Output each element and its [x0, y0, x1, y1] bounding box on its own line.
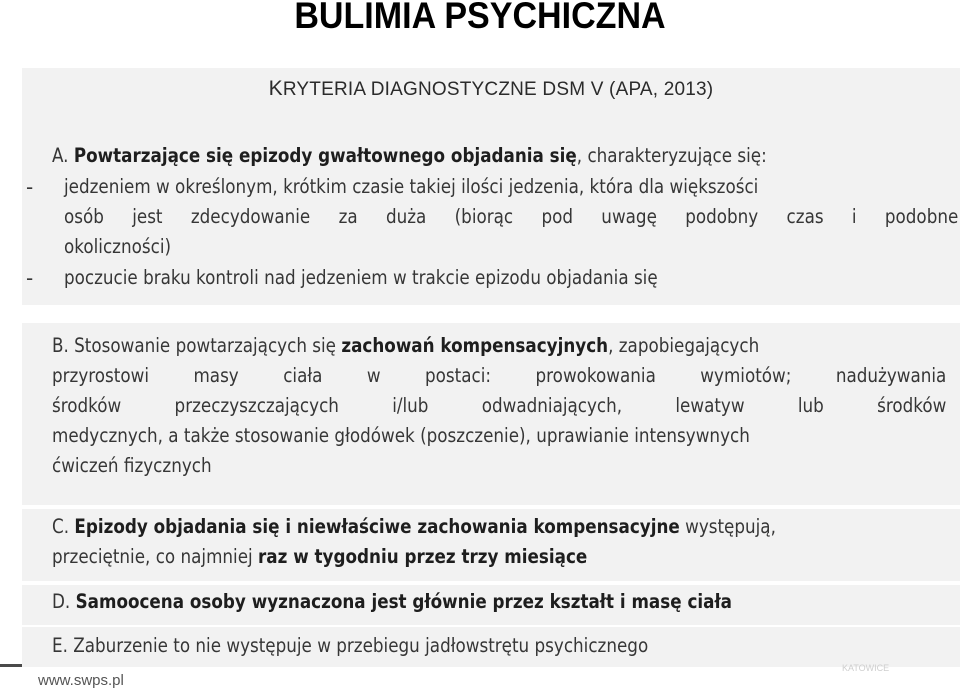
criterion-a-line2-word: osób [64, 205, 104, 228]
criterion-b-end: , zapobiegających [608, 334, 760, 357]
criterion-b-line4: medycznych, a także stosowanie głodówek (poszczenie), uprawianie intensywnych [52, 424, 750, 447]
criterion-a-lead [52, 141, 767, 171]
criterion-b-line3-word: środków [52, 394, 122, 417]
criteria-header-initial: K [268, 77, 283, 100]
criterion-b-line2-word: przyrostowi [52, 364, 150, 387]
criterion-a-line2-word: za [338, 205, 358, 228]
criterion-b-line2-word: ciała [283, 364, 323, 387]
criterion-e-panel [22, 627, 960, 667]
criterion-a-line2-word: podobne [884, 205, 959, 228]
criterion-c-bold: Epizody objadania się i niewłaściwe zachowania kompensacyjne [74, 515, 680, 538]
criterion-b-line2-word: w [366, 364, 381, 387]
criterion-a-bold: Powtarzające się epizody gwałtownego objadania się [73, 144, 577, 167]
criterion-a-letter: A. [52, 144, 74, 167]
footer-faint-text: KATOWICE [842, 664, 890, 673]
criterion-b-line3-word: odwadniających, [481, 394, 623, 417]
criterion-b-line2-word: masy [193, 364, 239, 387]
criterion-a-panel [22, 68, 960, 305]
criterion-b-line3-words [52, 391, 946, 421]
criterion-b-line2-words [52, 361, 946, 391]
criterion-b-start: B. Stosowanie powtarzających się [52, 334, 342, 357]
criterion-a-item1-line2-words [64, 202, 958, 232]
criterion-a-line2-word: (biorąc [454, 205, 514, 228]
criterion-e-line: E. Zaburzenie to nie występuje w przebiegu jadłowstrętu psychicznego [52, 634, 649, 657]
criterion-c-line2-bold: raz w tygodniu przez trzy miesiące [258, 545, 588, 568]
criterion-b-line5: ćwiczeń fizycznych [52, 454, 212, 477]
criterion-b-line2 [52, 361, 946, 391]
criteria-header-rest: RYTERIA DIAGNOSTYCZNE DSM V (APA, 2013) [282, 79, 714, 100]
criterion-b-line3 [52, 391, 946, 421]
criteria-header [22, 77, 960, 101]
criterion-d-letter: D. [52, 590, 76, 613]
criterion-c-line2-start: przeciętnie, co najmniej [52, 545, 259, 568]
footer-rule [0, 664, 22, 667]
criterion-b-line3-word: przeczyszczających [174, 394, 339, 417]
page-title: BULIMIA PSYCHICZNA [294, 0, 666, 36]
criterion-a-line2-word: duża [385, 205, 427, 228]
criterion-d-panel [22, 585, 960, 625]
criterion-a-rest: , charakteryzujące się: [576, 144, 767, 167]
criterion-c-rest: występują, [679, 515, 776, 538]
criterion-b-line2-word: nadużywania [835, 364, 947, 387]
criterion-b-line3-word: lewatyw [675, 394, 745, 417]
criterion-a-item1-line3: okoliczności) [64, 235, 172, 258]
criterion-b-line3-word: lub [797, 394, 824, 417]
criterion-b-line3-word: i/lub [392, 394, 429, 417]
bullet-dash-2: - [26, 266, 34, 290]
footer-url: www.swps.pl [38, 672, 124, 689]
criterion-a-item2: poczucie braku kontroli nad jedzeniem w trakcie epizodu objadania się [64, 266, 658, 289]
criterion-d-line [52, 587, 732, 617]
criterion-b-line1 [52, 331, 759, 361]
criterion-b-bold: zachowań kompensacyjnych [341, 334, 609, 357]
criterion-a-line2-word: jest [132, 205, 163, 228]
criterion-a-line2-word: i [851, 205, 857, 228]
criterion-a-line2-word: pod [541, 205, 573, 228]
criterion-c-line1 [52, 512, 776, 542]
criterion-b-panel [22, 323, 960, 505]
criterion-c-line2 [52, 542, 587, 572]
criterion-b-line2-word: prowokowania [535, 364, 656, 387]
criterion-a-line2-word: uwagę [601, 205, 657, 228]
criterion-a-line2-word: czas [786, 205, 824, 228]
criterion-b-line3-word: środków [877, 394, 947, 417]
bullet-dash-1: - [26, 175, 34, 199]
criterion-b-line2-word: postaci: [425, 364, 492, 387]
criterion-c-letter: C. [52, 515, 75, 538]
criterion-a-line2-word: zdecydowanie [190, 205, 311, 228]
criterion-a-item1-line2 [64, 202, 958, 232]
criterion-a-line2-word: podobny [685, 205, 759, 228]
criterion-b-line2-word: wymiotów; [700, 364, 792, 387]
criterion-d-bold: Samoocena osoby wyznaczona jest głównie przez kształt i masę ciała [75, 590, 732, 613]
criterion-c-panel [22, 509, 960, 581]
criterion-a-item1-line1: jedzeniem w określonym, krótkim czasie takiej ilości jedzenia, która dla większości [64, 175, 759, 198]
